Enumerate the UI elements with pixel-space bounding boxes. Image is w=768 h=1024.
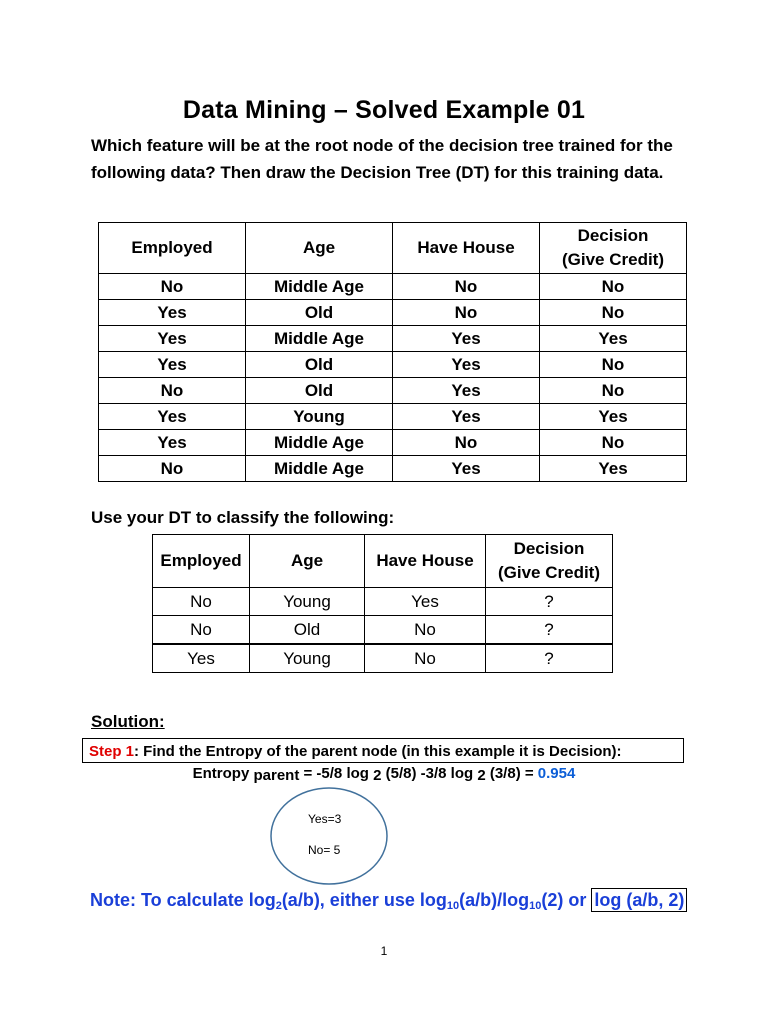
- table-cell: Young: [246, 404, 393, 430]
- table-cell: Yes: [393, 404, 540, 430]
- entropy-subscript: parent: [253, 767, 300, 784]
- header-cell: Age: [246, 223, 393, 274]
- table-cell: No: [365, 616, 486, 645]
- table-cell: ?: [486, 588, 613, 616]
- table-cell: Old: [250, 616, 365, 645]
- header-cell: Have House: [393, 223, 540, 274]
- table-row: [99, 430, 687, 456]
- node-yes-count: Yes=3: [308, 812, 342, 826]
- header-cell: Age: [250, 535, 365, 588]
- table-cell: No: [540, 378, 687, 404]
- classify-instruction: Use your DT to classify the following:: [91, 508, 395, 527]
- table-row: [99, 326, 687, 352]
- table-cell: Middle Age: [246, 430, 393, 456]
- table-cell: Young: [250, 644, 365, 673]
- table-cell: Middle Age: [246, 274, 393, 300]
- note-part: (2) or: [541, 890, 587, 910]
- entropy-expr-a: = -5/8 log: [303, 765, 369, 782]
- table-cell: Yes: [99, 326, 246, 352]
- table-cell: Yes: [99, 352, 246, 378]
- table-row: [99, 274, 687, 300]
- table-row: [153, 644, 613, 673]
- table-cell: Yes: [393, 378, 540, 404]
- table-cell: Middle Age: [246, 456, 393, 482]
- step1-label: Step 1: [89, 743, 135, 760]
- page-number: 1: [380, 944, 388, 958]
- entropy-result: 0.954: [537, 765, 576, 782]
- table-cell: No: [99, 456, 246, 482]
- table-row: [99, 352, 687, 378]
- header-cell: Have House: [365, 535, 486, 588]
- table-cell: No: [540, 352, 687, 378]
- table-cell: ?: [486, 616, 613, 645]
- note-part: (a/b), either use log: [281, 890, 447, 910]
- table-cell: No: [393, 300, 540, 326]
- table-row: [99, 300, 687, 326]
- table-cell: Yes: [393, 326, 540, 352]
- table-row: [99, 378, 687, 404]
- table-row: [99, 456, 687, 482]
- table-cell: No: [540, 430, 687, 456]
- entropy-formula: [0, 765, 768, 784]
- table-cell: ?: [486, 644, 613, 673]
- note-part: (a/b)/log: [459, 890, 530, 910]
- note-subscript: 2: [275, 900, 282, 912]
- table-cell: Yes: [393, 352, 540, 378]
- table-cell: Yes: [99, 404, 246, 430]
- table-cell: Yes: [540, 404, 687, 430]
- step1-text: : Find the Entropy of the parent node (in this example it is Decision):: [134, 743, 622, 760]
- parent-node-circle: [268, 785, 392, 887]
- table-cell: No: [99, 378, 246, 404]
- table-cell: No: [540, 274, 687, 300]
- entropy-expr-b: (5/8) -3/8 log: [385, 765, 474, 782]
- table-cell: No: [99, 274, 246, 300]
- table-cell: Yes: [99, 430, 246, 456]
- test-data-table: [152, 534, 613, 673]
- table-cell: Young: [250, 588, 365, 616]
- note-subscript: 10: [529, 900, 542, 912]
- table-cell: Yes: [540, 456, 687, 482]
- table-cell: Old: [246, 378, 393, 404]
- question-text: Which feature will be at the root node of the decision tree trained for the following data? Then draw the Decision Tree (DT) for this training data.: [91, 136, 673, 182]
- table-cell: Old: [246, 300, 393, 326]
- table-cell: No: [153, 588, 250, 616]
- log-base: 2: [477, 767, 486, 784]
- table-cell: No: [365, 644, 486, 673]
- page-title: Data Mining – Solved Example 01: [182, 96, 586, 124]
- table-cell: Middle Age: [246, 326, 393, 352]
- node-no-count: No= 5: [308, 843, 341, 857]
- table-cell: No: [153, 616, 250, 645]
- table-row: [153, 588, 613, 616]
- header-cell: Employed: [153, 535, 250, 588]
- table-header-row: [153, 535, 613, 588]
- table-cell: Old: [246, 352, 393, 378]
- table-cell: Yes: [153, 644, 250, 673]
- note-boxed-formula: log (a/b, 2): [591, 888, 687, 912]
- header-cell: Employed: [99, 223, 246, 274]
- table-row: [153, 616, 613, 645]
- table-header-row: [99, 223, 687, 274]
- entropy-word: Entropy: [192, 765, 250, 782]
- table-cell: Yes: [393, 456, 540, 482]
- note-subscript: 10: [446, 900, 460, 912]
- table-cell: No: [540, 300, 687, 326]
- entropy-expr-c: (3/8) =: [489, 765, 534, 782]
- table-cell: No: [393, 274, 540, 300]
- table-cell: Yes: [365, 588, 486, 616]
- header-cell: Decision (Give Credit): [540, 223, 687, 274]
- table-row: [99, 404, 687, 430]
- log-base: 2: [373, 767, 382, 784]
- header-cell: Decision (Give Credit): [486, 535, 613, 588]
- training-data-table: [98, 222, 687, 482]
- table-cell: No: [393, 430, 540, 456]
- step1-box: [82, 738, 684, 763]
- table-cell: Yes: [99, 300, 246, 326]
- table-cell: Yes: [540, 326, 687, 352]
- log-note: [90, 888, 687, 912]
- note-part: Note: To calculate log: [90, 890, 276, 910]
- solution-heading: Solution:: [91, 712, 165, 731]
